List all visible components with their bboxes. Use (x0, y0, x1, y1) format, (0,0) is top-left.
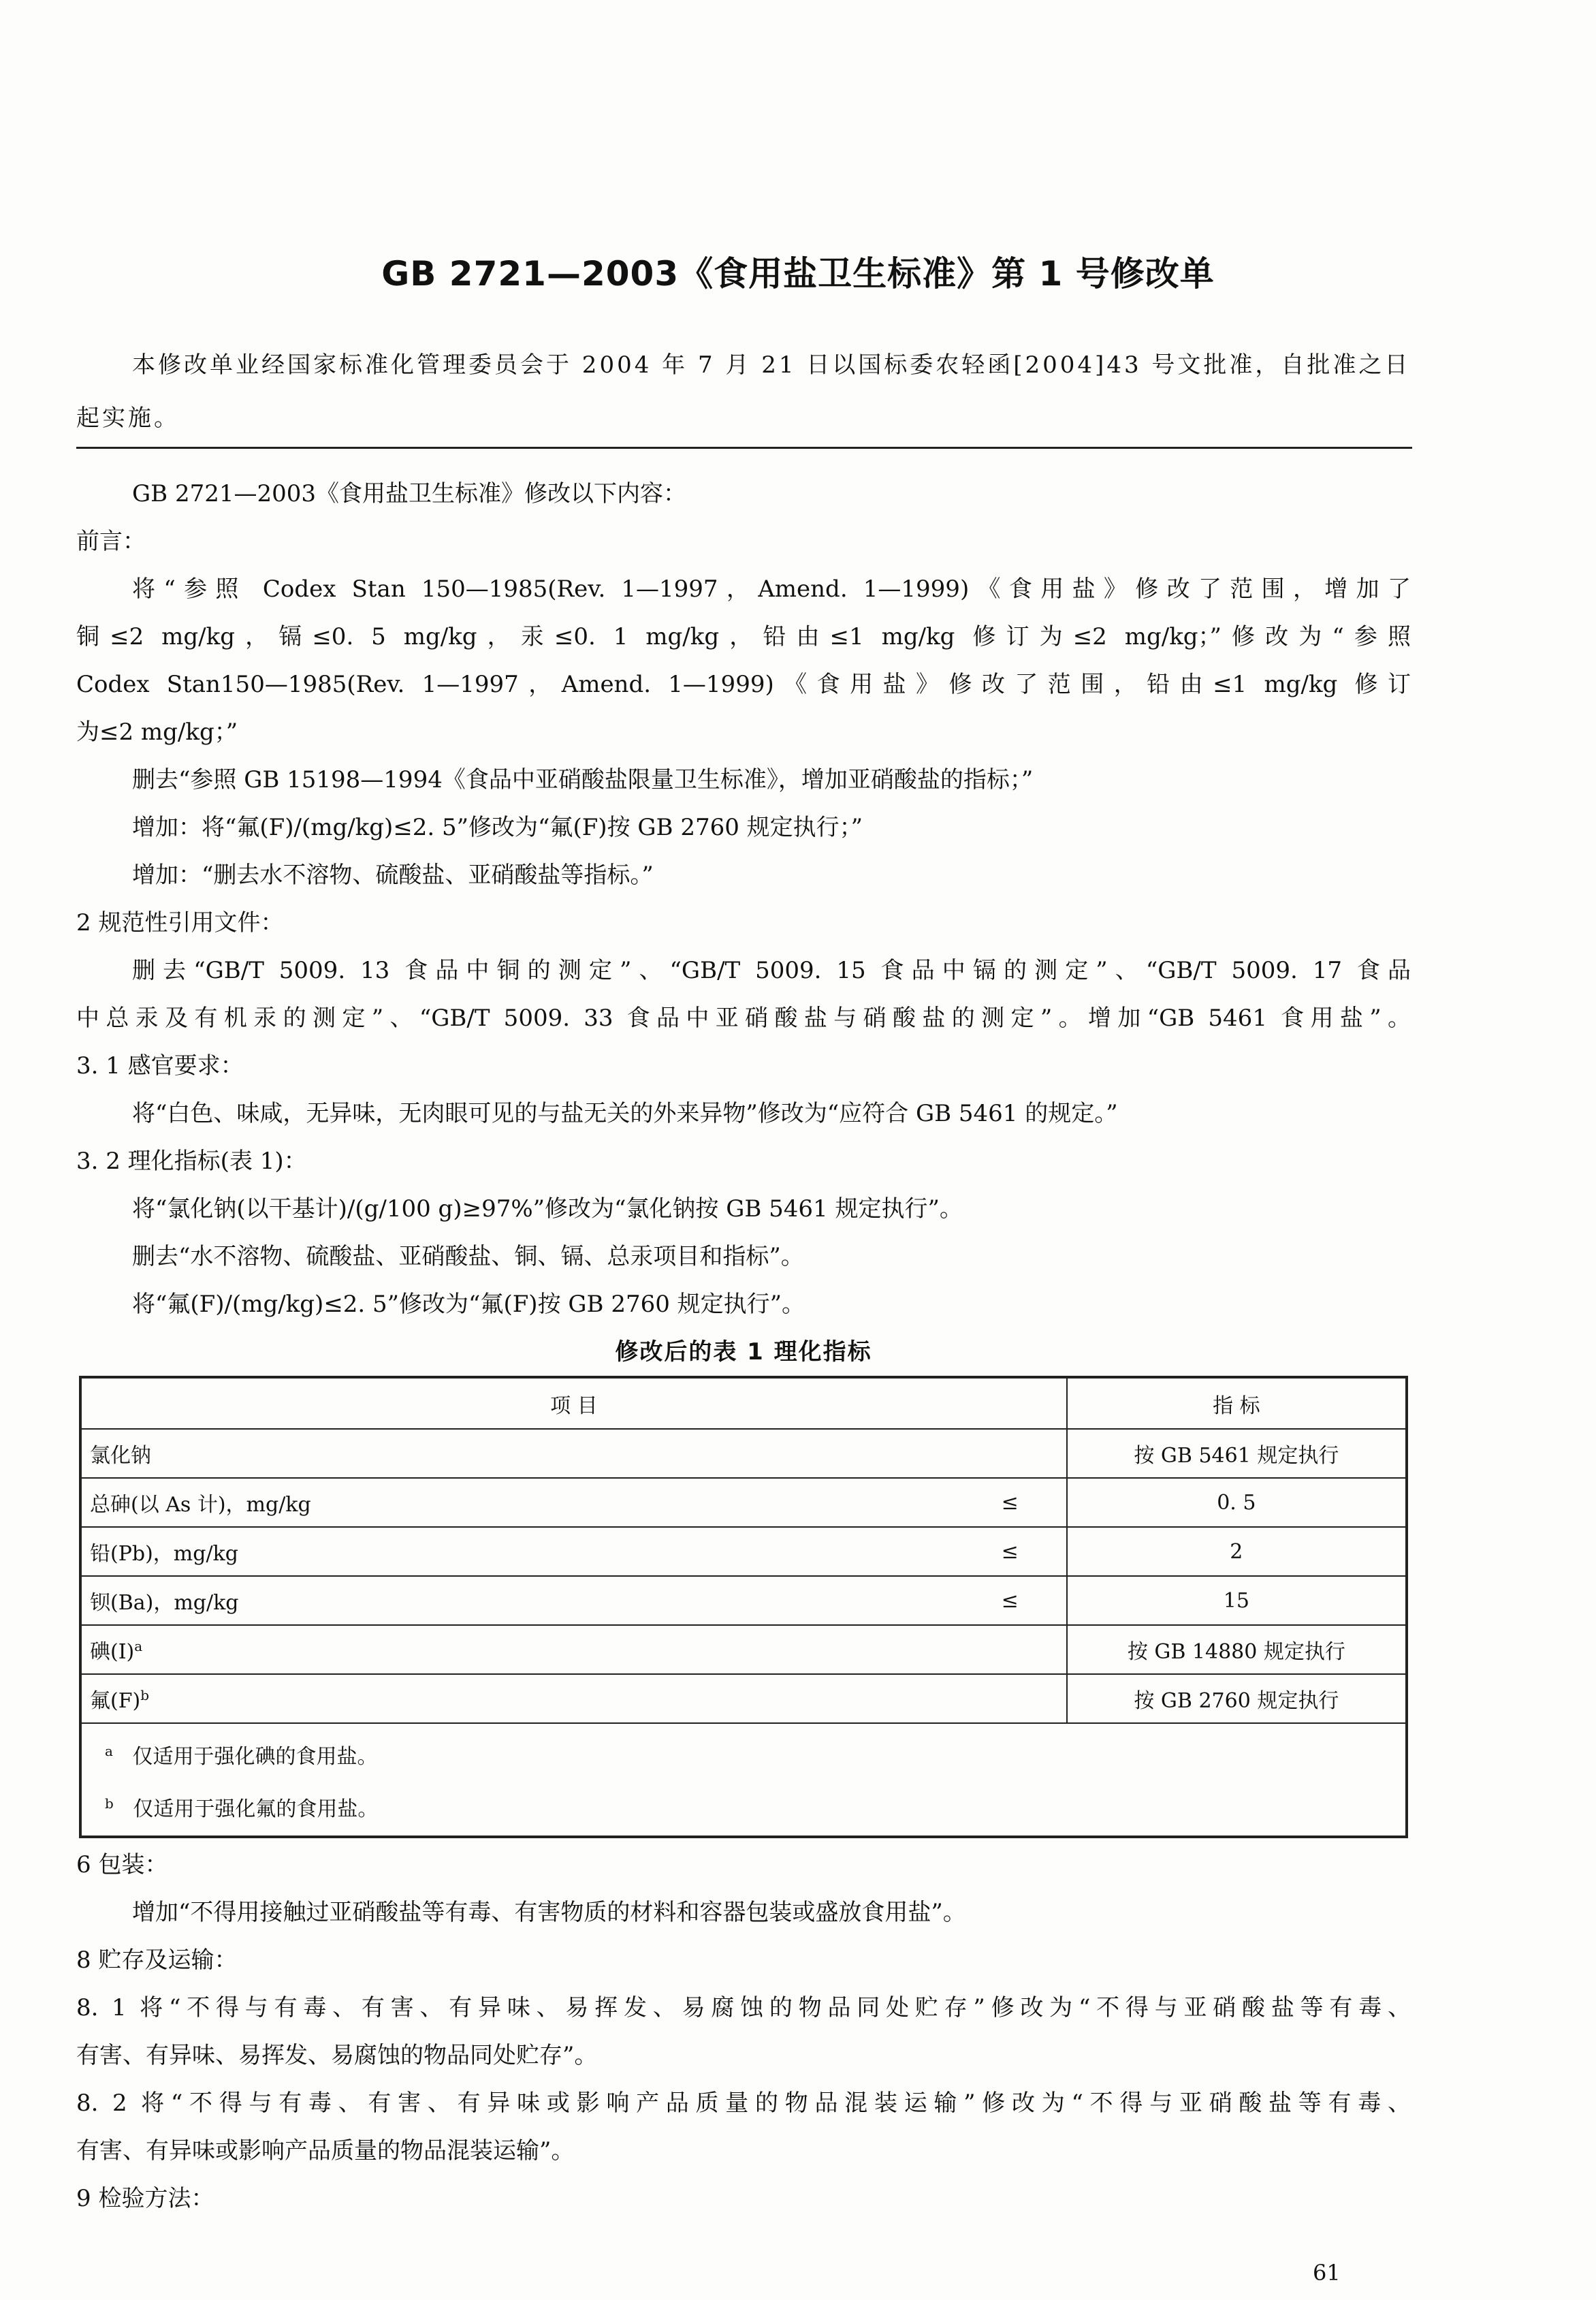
table-note (82, 1780, 1405, 1833)
row-operator: ≤ (993, 1576, 1067, 1625)
section-2-heading: 2 规范性引用文件： (76, 909, 284, 936)
table-note (82, 1728, 1405, 1780)
section-8-heading: 8 贮存及运输： (76, 1947, 238, 1974)
section-3-2-line-2: 删去“水不溶物、硫酸盐、亚硝酸盐、铜、镉、总汞项目和指标”。 (132, 1243, 804, 1270)
table-notes-row (80, 1723, 1407, 1837)
row-value: 15 (1067, 1576, 1407, 1625)
row-item: 总砷(以 As 计)，mg/kg (80, 1478, 993, 1527)
spec-table (79, 1376, 1408, 1838)
note-text: 仅适用于强化氟的食用盐。 (133, 1797, 379, 1821)
row-operator: ≤ (993, 1478, 1067, 1527)
row-value: 2 (1067, 1527, 1407, 1576)
foreword-line-2: 铜≤2 mg/kg，镉≤0. 5 mg/kg，汞≤0. 1 mg/kg，铅由≤1 mg/kg 修订为≤2 mg/kg；”修改为“参照 (76, 623, 1411, 650)
table-row (80, 1674, 1407, 1723)
table-caption: 修改后的表 1 理化指标 (615, 1338, 872, 1366)
row-operator (993, 1674, 1067, 1723)
section-3-2-line-3: 将“氟(F)/(mg/kg)≤2. 5”修改为“氟(F)按 GB 2760 规定执行”。 (132, 1291, 805, 1318)
section-3-1-heading: 3. 1 感官要求： (76, 1052, 244, 1080)
section-8-1-line-1: 8. 1 将“不得与有毒、有害、有异味、易挥发、易腐蚀的物品同处贮存”修改为“不得与亚硝酸盐等有毒、 (76, 1994, 1411, 2021)
section-6-line: 增加“不得用接触过亚硝酸盐等有毒、有害物质的材料和容器包装或盛放食用盐”。 (132, 1899, 966, 1926)
table-row (80, 1576, 1407, 1625)
row-item-cell (80, 1625, 993, 1674)
row-item-cell (80, 1674, 993, 1723)
foreword-line-7: 增加：“删去水不溶物、硫酸盐、亚硝酸盐等指标。” (132, 862, 654, 889)
section-2-line-2: 中总汞及有机汞的测定”、“GB/T 5009. 33 食品中亚硝酸盐与硝酸盐的测定”。增加“GB 5461 食用盐”。 (76, 1005, 1411, 1032)
table-row (80, 1478, 1407, 1527)
foreword-line-5: 删去“参照 GB 15198—1994《食品中亚硝酸盐限量卫生标准》，增加亚硝酸盐的指标；” (132, 766, 1034, 793)
section-3-2-heading: 3. 2 理化指标(表 1)： (76, 1148, 307, 1175)
note-marker: a (105, 1743, 113, 1759)
divider-rule (76, 447, 1412, 449)
section-8-2-line-2: 有害、有异味或影响产品质量的物品混装运输”。 (76, 2137, 575, 2164)
section-3-2-line-1: 将“氯化钠(以干基计)/(g/100 g)≥97%”修改为“氯化钠按 GB 5461 规定执行”。 (132, 1195, 963, 1223)
page-number: 61 (1313, 2260, 1341, 2286)
note-text: 仅适用于强化碘的食用盐。 (132, 1745, 378, 1769)
table-header-row (80, 1377, 1407, 1429)
row-operator (993, 1625, 1067, 1674)
foreword-line-3: Codex Stan150—1985(Rev. 1—1997，Amend. 1—1999)《食用盐》修改了范围，铅由≤1 mg/kg 修订 (76, 671, 1411, 698)
section-9-heading: 9 检验方法： (76, 2185, 214, 2212)
row-value: 0. 5 (1067, 1478, 1407, 1527)
foreword-line-6: 增加：将“氟(F)/(mg/kg)≤2. 5”修改为“氟(F)按 GB 2760 规定执行；” (132, 814, 863, 841)
table-row (80, 1625, 1407, 1674)
row-value: 按 GB 2760 规定执行 (1067, 1674, 1407, 1723)
document-body (76, 470, 1411, 2222)
row-item: 铅(Pb)，mg/kg (80, 1527, 993, 1576)
section-2-line-1: 删去“GB/T 5009. 13 食品中铜的测定”、“GB/T 5009. 15 食品中镉的测定”、“GB/T 5009. 17 食品 (132, 957, 1411, 984)
row-value: 按 GB 5461 规定执行 (1067, 1429, 1407, 1478)
footnote-marker: b (140, 1687, 150, 1703)
foreword-line-1: 将“参照 Codex Stan 150—1985(Rev. 1—1997，Amend. 1—1999)《食用盐》修改了范围，增加了 (132, 576, 1411, 603)
table-row (80, 1429, 1407, 1478)
row-value: 按 GB 14880 规定执行 (1067, 1625, 1407, 1674)
table-row (80, 1527, 1407, 1576)
intro-line: GB 2721—2003《食用盐卫生标准》修改以下内容： (132, 480, 687, 507)
foreword-heading: 前言： (76, 528, 146, 555)
section-6-heading: 6 包装： (76, 1851, 168, 1878)
section-3-1-line: 将“白色、味咸，无异味，无肉眼可见的与盐无关的外来异物”修改为“应符合 GB 5461 的规定。” (132, 1100, 1118, 1127)
row-item: 钡(Ba)，mg/kg (80, 1576, 993, 1625)
section-8-1-line-2: 有害、有异味、易挥发、易腐蚀的物品同处贮存”。 (76, 2042, 598, 2069)
row-item: 氯化钠 (80, 1429, 993, 1478)
page-title: GB 2721—2003《食用盐卫生标准》第 1 号修改单 (381, 254, 1215, 294)
table-header-item: 项 目 (80, 1377, 1067, 1429)
row-operator (993, 1429, 1067, 1478)
foreword-line-4: 为≤2 mg/kg；” (76, 719, 238, 746)
footnote-marker: a (134, 1638, 143, 1654)
approval-statement: 本修改单业经国家标准化管理委员会于 2004 年 7 月 21 日以国标委农轻函[2004]43 号文批准，自批准之日起实施。 (76, 351, 1411, 432)
row-item: 碘(Ⅰ) (90, 1640, 135, 1664)
table-notes (80, 1723, 1407, 1837)
note-marker: b (105, 1795, 114, 1812)
row-item: 氟(F) (90, 1689, 141, 1713)
table-header-index: 指 标 (1067, 1377, 1407, 1429)
row-operator: ≤ (993, 1527, 1067, 1576)
section-8-2-line-1: 8. 2 将“不得与有毒、有害、有异味或影响产品质量的物品混装运输”修改为“不得与亚硝酸盐等有毒、 (76, 2090, 1411, 2117)
